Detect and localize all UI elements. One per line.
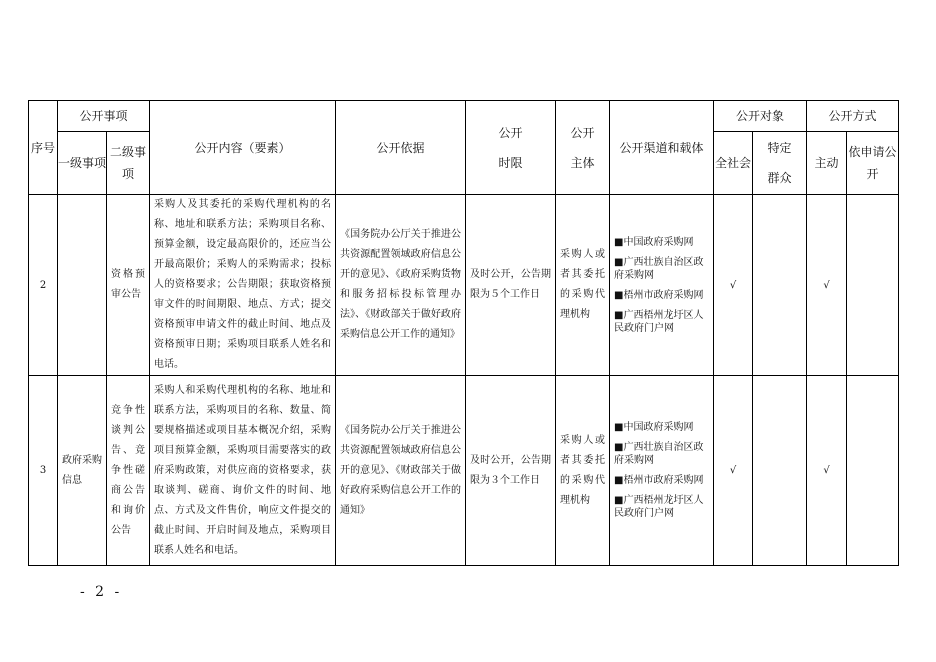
header-content: 公开内容（要素）	[150, 101, 336, 195]
row-time-limit: 及时公开，公告期限为５个工作日	[466, 195, 556, 376]
row-level2: 竞争性谈判公告、竞争性磋商公告和询价公告	[107, 376, 150, 566]
header-subject: 公开 主体	[556, 101, 610, 195]
header-on-request: 依申请公开	[847, 132, 899, 195]
row-content: 采购人及其委托的采购代理机构的名称、地址和联系方法；采购项目名称、预算金额，设定最高限价的，还应当公开最高限价；采购人的采购需求；投标人的资格要求；公告期限；获取资格预审文件的时间期限、地点、方式；提交资格预审申请文件的截止时间、地点及资格预审日期；采购项目联系人姓名和电话。	[150, 195, 336, 376]
row-level2: 资格预审公告	[107, 195, 150, 376]
row-active-check: √	[807, 376, 847, 566]
row-content: 采购人和采购代理机构的名称、地址和联系方法，采购项目的名称、数量、简要规格描述或项目基本概况介绍，采购项目预算金额，采购项目需要落实的政府采购政策，对供应商的资格要求，获取谈判、磋商、询价文件的时间、地点、方式及文件售价，响应文件提交的截止时间、开启时间及地点，采购项目联系人姓名和电话。	[150, 376, 336, 566]
header-seq: 序号	[29, 101, 58, 195]
row-time-limit: 及时公开，公告期限为３个工作日	[466, 376, 556, 566]
row-specific-check	[753, 195, 807, 376]
row-specific-check	[753, 376, 807, 566]
row-channels: ■中国政府采购网 ■广西壮族自治区政府采购网 ■梧州市政府采购网 ■广西梧州龙圩区人民政府门户网	[610, 376, 714, 566]
disclosure-table	[28, 100, 899, 566]
table-row	[29, 195, 899, 376]
row-seq: 2	[29, 195, 58, 376]
header-specific: 特定 群众	[753, 132, 807, 195]
header-method: 公开方式	[807, 101, 899, 132]
header-channel: 公开渠道和载体	[610, 101, 714, 195]
row-subject: 采购人或者其委托的采购代理机构	[556, 195, 610, 376]
table-row	[29, 376, 899, 566]
row-basis: 《国务院办公厅关于推进公共资源配置领域政府信息公开的意见》、《财政部关于做好政府采购信息公开工作的通知》	[336, 376, 466, 566]
row-society-check: √	[714, 376, 753, 566]
row-on-request-check	[847, 195, 899, 376]
header-basis: 公开依据	[336, 101, 466, 195]
header-time-limit: 公开 时限	[466, 101, 556, 195]
header-target: 公开对象	[714, 101, 807, 132]
page-number: - 2 -	[80, 584, 123, 600]
header-public-items: 公开事项	[58, 101, 150, 132]
row-level1	[58, 195, 107, 376]
row-basis: 《国务院办公厅关于推进公共资源配置领域政府信息公开的意见》、《政府采购货物和服务招标投标管理办法》、《财政部关于做好政府采购信息公开工作的通知》	[336, 195, 466, 376]
header-active: 主动	[807, 132, 847, 195]
row-society-check: √	[714, 195, 753, 376]
header-level2: 二级事项	[107, 132, 150, 195]
header-society: 全社会	[714, 132, 753, 195]
row-channels: ■中国政府采购网 ■广西壮族自治区政府采购网 ■梧州市政府采购网 ■广西梧州龙圩区人民政府门户网	[610, 195, 714, 376]
row-active-check: √	[807, 195, 847, 376]
row-level1: 政府采购信息	[58, 376, 107, 566]
header-level1: 一级事项	[58, 132, 107, 195]
row-on-request-check	[847, 376, 899, 566]
row-subject: 采购人或者其委托的采购代理机构	[556, 376, 610, 566]
row-seq: 3	[29, 376, 58, 566]
